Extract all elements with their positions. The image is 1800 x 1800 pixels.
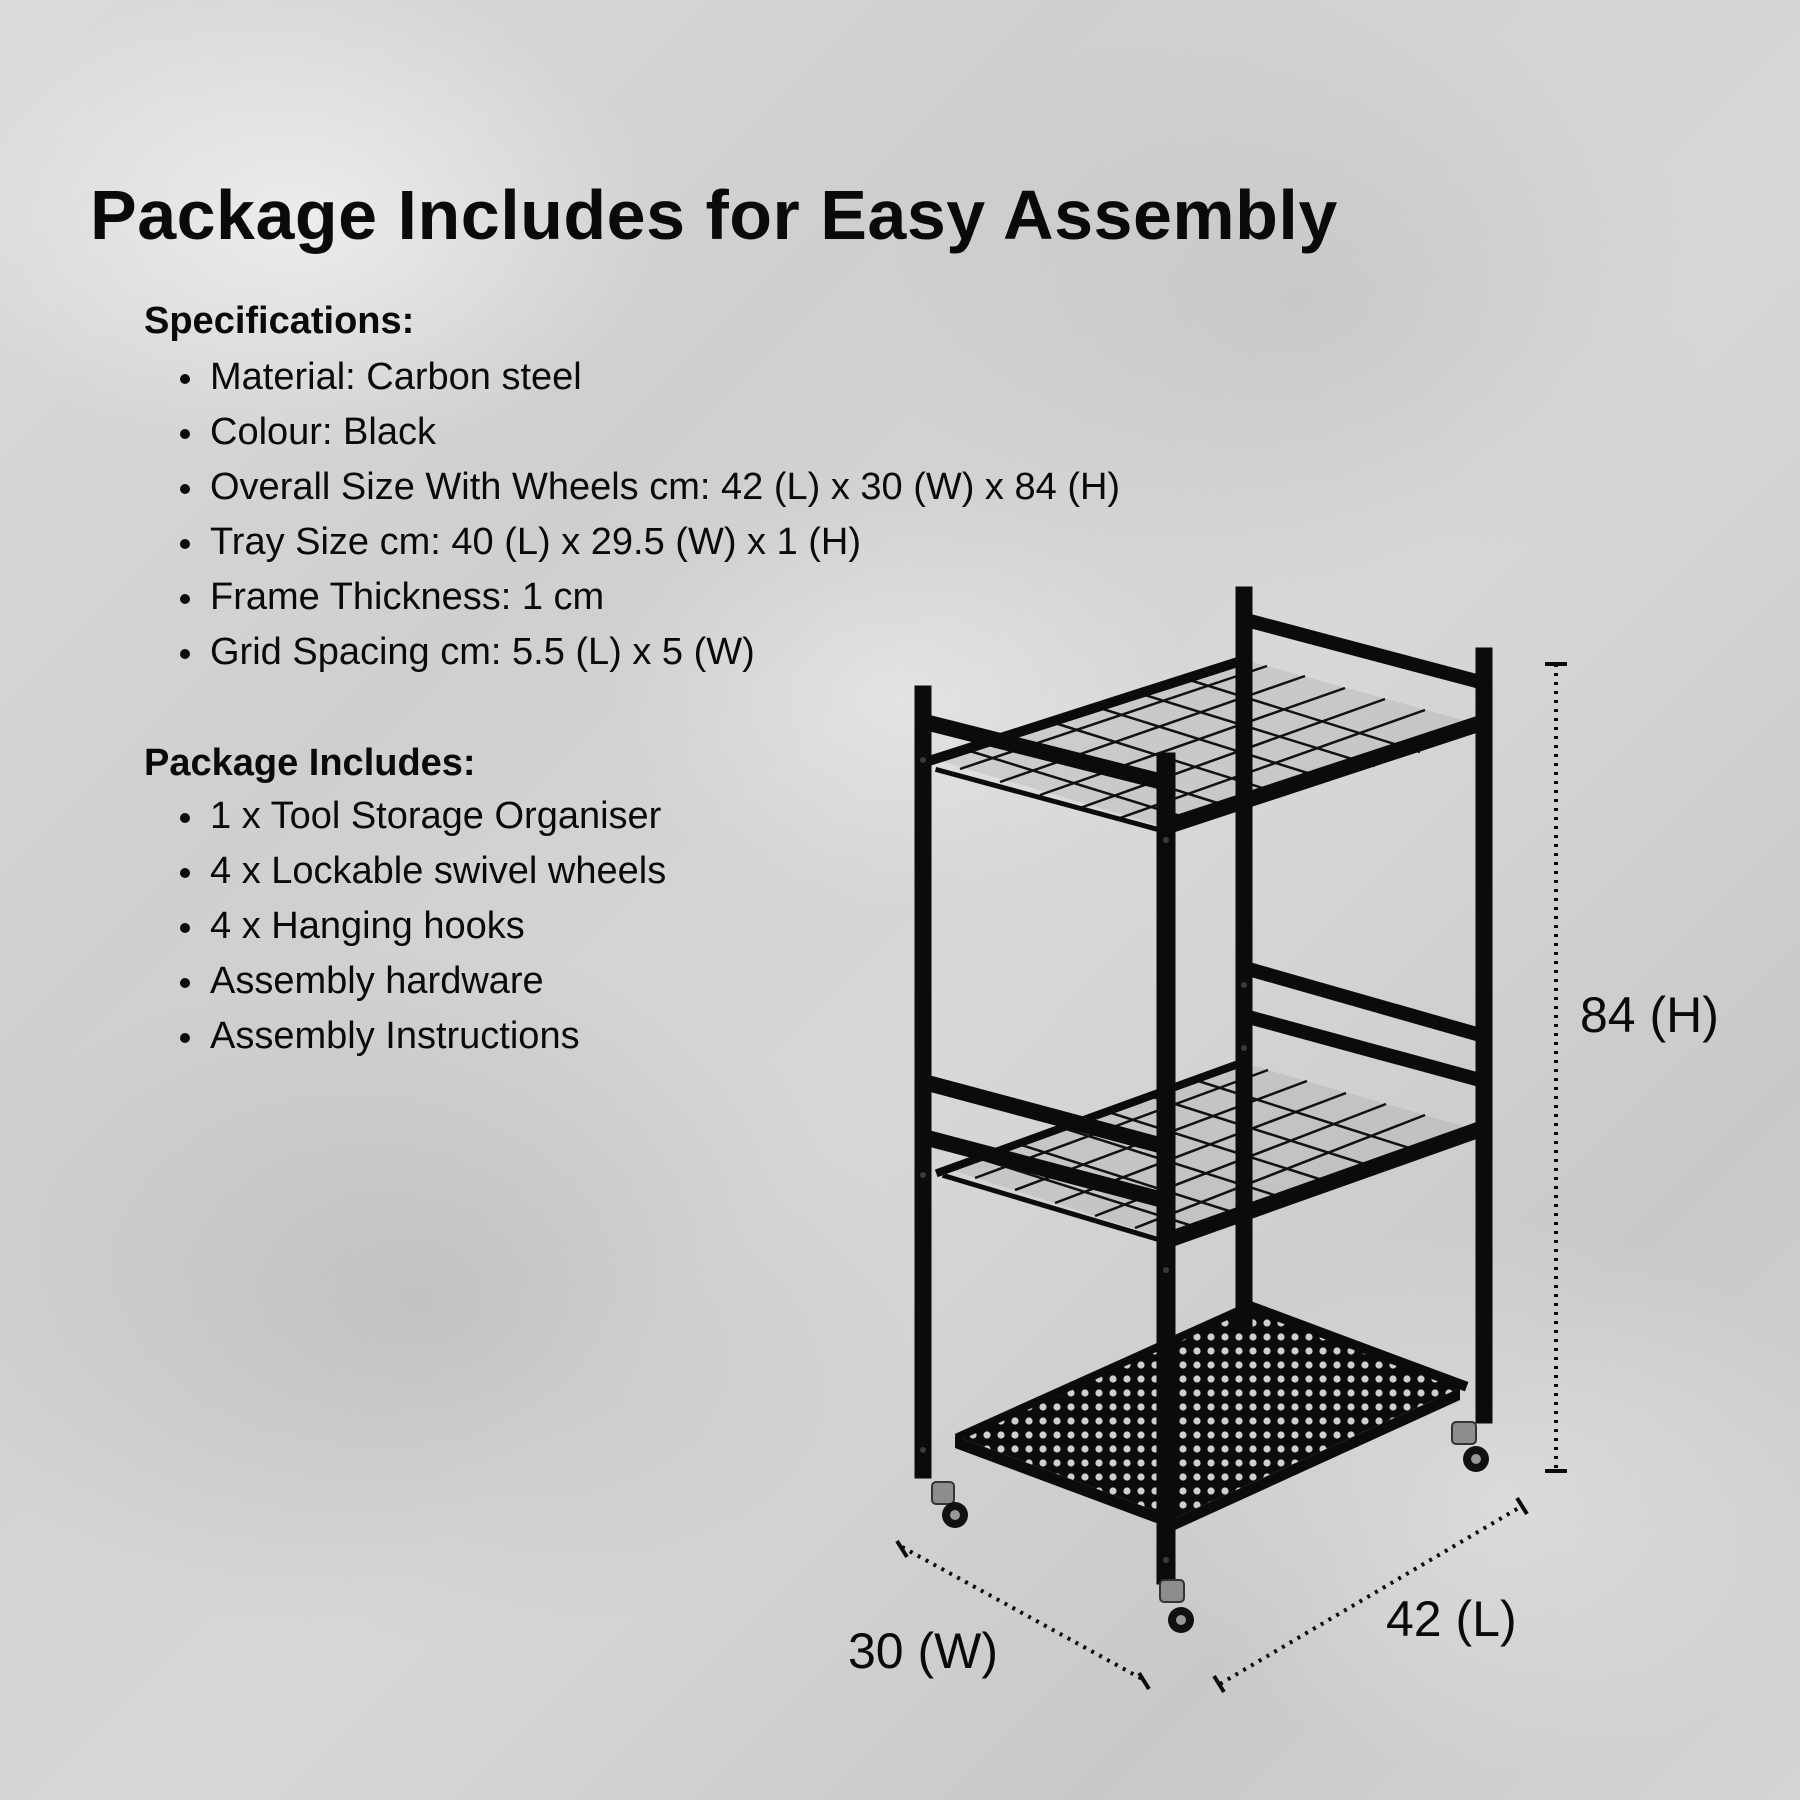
package-item-wheels: 4 x Lockable swivel wheels	[178, 844, 666, 899]
width-dimension-tick-right	[1139, 1673, 1149, 1689]
height-dimension-label: 84 (H)	[1580, 987, 1719, 1043]
specifications-title: Specifications:	[144, 300, 415, 342]
package-item-instructions: Assembly Instructions	[178, 1009, 666, 1064]
width-dimension-tick-left	[897, 1541, 907, 1557]
wheel-front-right	[1160, 1580, 1194, 1633]
wheel-back-right	[1452, 1422, 1489, 1472]
package-item-organiser: 1 x Tool Storage Organiser	[178, 789, 666, 844]
bottom-perforated-tray	[955, 1306, 1460, 1518]
package-includes-title: Package Includes:	[144, 742, 476, 784]
spec-grid-spacing: Grid Spacing cm: 5.5 (L) x 5 (W)	[178, 625, 1120, 680]
package-item-hooks: 4 x Hanging hooks	[178, 899, 666, 954]
length-dimension-tick-right	[1517, 1498, 1527, 1514]
package-item-hardware: Assembly hardware	[178, 954, 666, 1009]
spec-material: Material: Carbon steel	[178, 350, 1120, 405]
spec-overall-size: Overall Size With Wheels cm: 42 (L) x 30 (W) x 84 (H)	[178, 460, 1120, 515]
spec-frame-thickness: Frame Thickness: 1 cm	[178, 570, 1120, 625]
spec-colour: Colour: Black	[178, 405, 1120, 460]
width-dimension-label: 30 (W)	[848, 1623, 998, 1679]
spec-tray-size: Tray Size cm: 40 (L) x 29.5 (W) x 1 (H)	[178, 515, 1120, 570]
page-title: Package Includes for Easy Assembly	[90, 176, 1338, 254]
wheel-front-left	[932, 1482, 968, 1528]
middle-grid-tray	[945, 1062, 1470, 1240]
length-dimension-label: 42 (L)	[1386, 1591, 1517, 1647]
